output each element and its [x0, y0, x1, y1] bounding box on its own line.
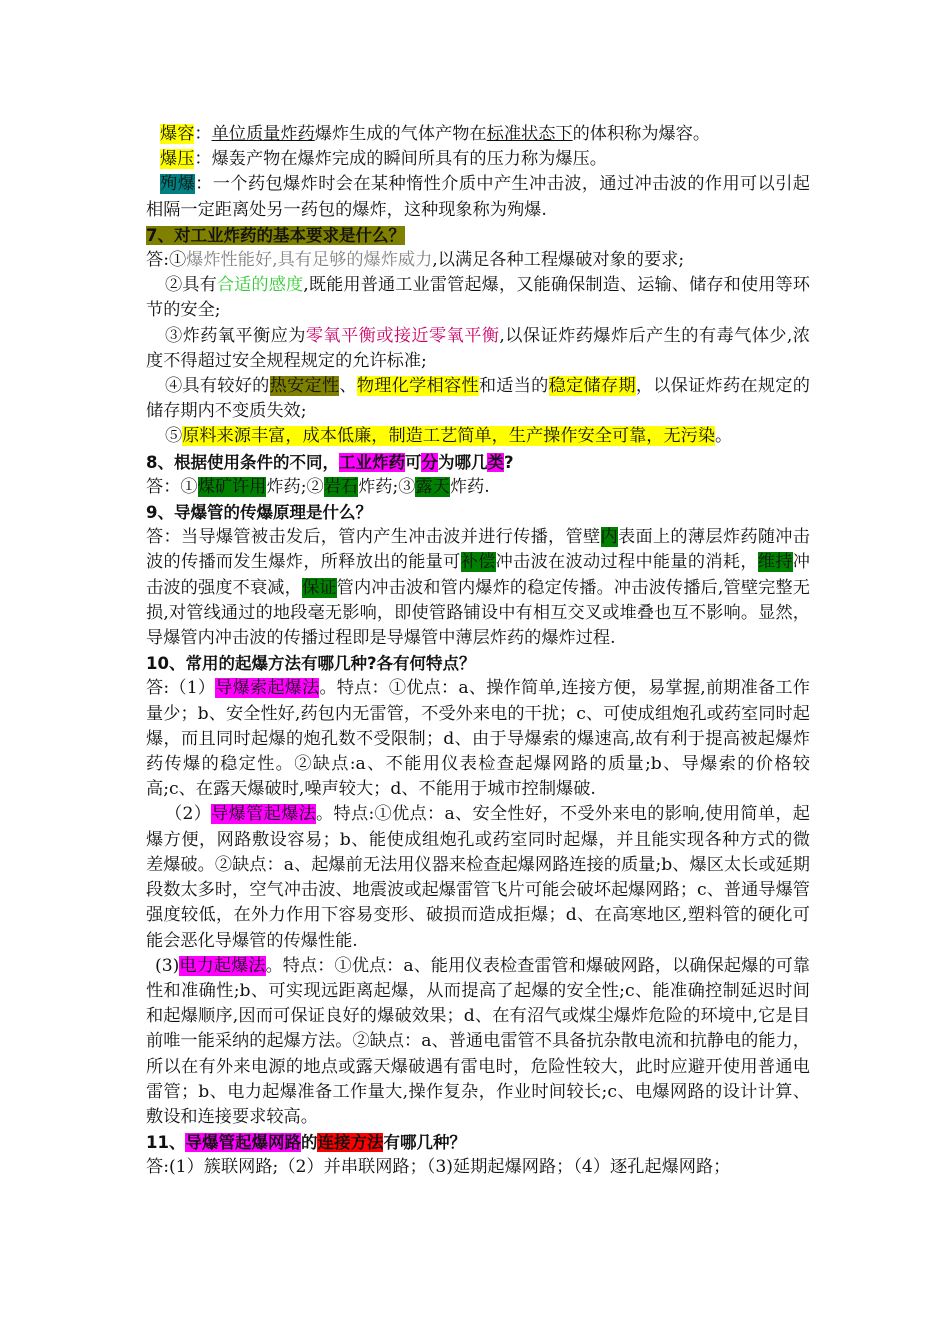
- definition-xunbao: 殉爆：一个药包爆炸时会在某种惰性介质中产生冲击波，通过冲击波的作用可以引起相隔一定距离处另一药包的爆炸，这种现象称为殉爆.: [146, 174, 810, 220]
- question-9: 9、导爆管的传爆原理是什么？: [146, 503, 372, 523]
- q9-answer: 答：当导爆管被击发后，管内产生冲击波并进行传播，管壁内表面上的薄层炸药随冲击波的传播而发生爆炸，所释放出的能量可补偿冲击波在波动过程中能量的消耗，维持冲击波的强度不衰减，保证管内冲击波和管内爆炸的稳定传播。冲击波传播后,管壁完整无损,对管线通过的地段毫无影响，即使管路铺设中有相互交叉或堆叠也互不影响。显然，导爆管内冲击波的传播过程即是导爆管中薄层炸药的爆炸过程.: [146, 527, 810, 649]
- q7-answer-5: ⑤原料来源丰富，成本低廉，制造工艺简单，生产操作安全可靠，无污染。: [165, 426, 733, 447]
- definition-baoya: 爆压：爆轰产物在爆炸完成的瞬间所具有的压力称为爆压。: [160, 149, 607, 170]
- question-11: 11、导爆管起爆网路的连接方法有哪几种？: [146, 1133, 466, 1153]
- definition-baorong: 爆容：单位质量炸药爆炸生成的气体产物在标准状态下的体积称为爆容。: [160, 124, 711, 144]
- q7-answer-4: ④具有较好的热安定性、物理化学相容性和适当的稳定储存期，以保证炸药在规定的储存期内不变质失效;: [146, 376, 810, 422]
- q7-answer-2: ②具有合适的感度,既能用普通工业雷管起爆，又能确保制造、运输、储存和使用等环节的安全;: [146, 275, 810, 321]
- question-7: 7、对工业炸药的基本要求是什么？: [146, 225, 405, 245]
- q10-method-1: 答:（1）导爆索起爆法。特点：①优点：a、操作简单,连接方便，易掌握,前期准备工作量少；b、安全性好,药包内无雷管，不受外来电的干扰；c、可使成组炮孔或药室同时起爆，而且同时起爆的炮孔数不受限制；d、由于导爆索的爆速高,故有利于提高被起爆炸药传爆的稳定性。②缺点:a、不能用仪表检查起爆网路的质量;b、导爆索的价格较高;c、在露天爆破时,噪声较大；d、不能用于城市控制爆破.: [146, 678, 810, 800]
- q7-answer-3: ③炸药氧平衡应为零氧平衡或接近零氧平衡,以保证炸药爆炸后产生的有毒气体少,浓度不得超过安全规程规定的允许标准;: [146, 325, 810, 371]
- q10-method-3: (3)电力起爆法。特点：①优点：a、能用仪表检查雷管和爆破网路，以确保起爆的可靠性和准确性;b、可实现远距离起爆，从而提高了起爆的安全性;c、能准确控制延迟时间和起爆顺序,因而可保证良好的爆破效果；d、在有沼气或煤尘爆炸危险的环境中,它是目前唯一能采纳的起爆方法。②缺点：a、普通电雷管不具备抗杂散电流和抗静电的能力，所以在有外来电源的地点或露天爆破遇有雷电时，危险性较大，此时应避开使用普通电雷管；b、电力起爆准备工作量大,操作复杂，作业时间较长;c、电爆网路的设计计算、敷设和连接要求较高。: [146, 955, 810, 1127]
- q7-answer-1: 答:①爆炸性能好,具有足够的爆炸威力,以满足各种工程爆破对象的要求;: [146, 250, 685, 271]
- question-10: 10、常用的起爆方法有哪几种?各有何特点？: [146, 654, 476, 674]
- q8-answer: 答：①煤矿许用炸药;②岩石炸药;③露天炸药.: [146, 476, 490, 497]
- term-xunbao: 殉爆: [160, 174, 196, 195]
- document-body: [146, 122, 810, 1181]
- term-baoya: 爆压: [160, 149, 195, 170]
- term-baorong: 爆容: [160, 124, 195, 144]
- q10-method-2: （2）导爆管起爆法。特点:①优点：a、安全性好，不受外来电的影响,使用简单，起爆方便，网路敷设容易；b、能使成组炮孔或药室同时起爆，并且能实现各种方式的微差爆破。②缺点：a、起爆前无法用仪器来检查起爆网路连接的质量;b、爆区太长或延期段数太多时，空气冲击波、地震波或起爆雷管飞片可能会破坏起爆网路；c、普通导爆管强度较低，在外力作用下容易变形、破损而造成拒爆；d、在高寒地区,塑料管的硬化可能会恶化导爆管的传爆性能.: [146, 804, 810, 951]
- q11-answer: 答:(1）簇联网路;（2）并串联网路；（3)延期起爆网路；（4）逐孔起爆网路；: [146, 1157, 731, 1178]
- question-8: 8、根据使用条件的不同，工业炸药可分为哪几类?: [146, 452, 514, 472]
